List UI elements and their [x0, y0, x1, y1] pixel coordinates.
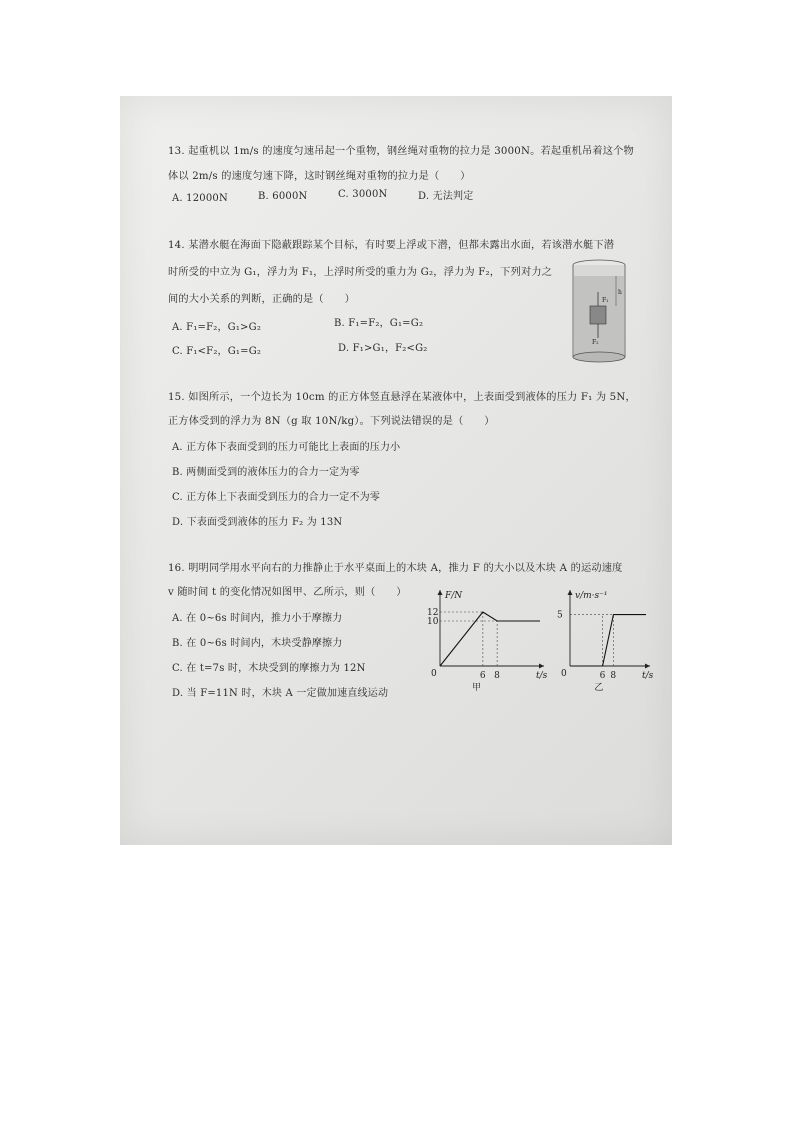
x-tick-label-6: 6	[599, 671, 606, 681]
y-axis-arrow	[568, 590, 573, 595]
chart-title: 甲	[472, 683, 482, 693]
q16-option-a: A. 在 0~6s 时间内，推力小于摩擦力	[172, 613, 343, 624]
q13-stem-line2: 体以 2m/s 的速度匀速下降，这时钢丝绳对重物的拉力是（ ）	[168, 171, 471, 182]
chart-title: 乙	[594, 683, 604, 693]
x-tick-label-6: 6	[479, 671, 486, 681]
cube	[590, 306, 606, 324]
q15-stem-line2: 正方体受到的浮力为 8N（g 取 10N/kg）。下列说法错误的是（ ）	[168, 416, 495, 427]
data-series-line	[440, 612, 540, 666]
data-series-line	[570, 615, 646, 666]
chart-yi	[557, 584, 660, 699]
q14-option-b: B. F₁=F₂，G₁=G₂	[334, 318, 424, 329]
q14-figure-container	[570, 258, 628, 366]
x-axis-arrow	[645, 664, 650, 669]
label-f1: F₁	[602, 297, 609, 304]
container-bottom	[573, 352, 625, 362]
q15-stem-line1: 15. 如图所示，一个边长为 10cm 的正方体竖直悬浮在某液体中，上表面受到液体的压力 F₁ 为 5N，	[168, 392, 636, 403]
q16-option-b: B. 在 0~6s 时间内，木块受静摩擦力	[172, 638, 343, 649]
q14-stem-line3: 间的大小关系的判断，正确的是（ ）	[168, 294, 355, 305]
y-axis-label: F/N	[445, 591, 463, 601]
label-h: h	[618, 289, 622, 296]
x-axis-label: t/s	[642, 671, 654, 681]
q13-option-d: D. 无法判定	[418, 191, 474, 202]
q16-option-c: C. 在 t=7s 时，木块受到的摩擦力为 12N	[172, 663, 366, 674]
y-tick-label-12: 12	[427, 608, 439, 618]
q15-option-a: A. 正方体下表面受到的压力可能比上表面的压力小	[172, 442, 401, 453]
chart-jia	[428, 584, 558, 699]
q16-stem-line2: v 随时间 t 的变化情况如图甲、乙所示，则（ ）	[168, 587, 407, 598]
q14-option-c: C. F₁<F₂，G₁=G₂	[172, 346, 262, 357]
q14-option-a: A. F₁=F₂，G₁>G₂	[172, 322, 262, 333]
q13-option-b: B. 6000N	[258, 191, 308, 202]
q13-stem-line1: 13. 起重机以 1m/s 的速度匀速吊起一个重物，钢丝绳对重物的拉力是 3000N。若起重机吊着这个物	[168, 146, 634, 157]
label-f2: F₂	[592, 339, 599, 346]
q15-option-c: C. 正方体上下表面受到压力的合力一定不为零	[172, 492, 381, 503]
q14-option-d: D. F₁>G₁，F₂<G₂	[338, 343, 428, 354]
q15-option-d: D. 下表面受到液体的压力 F₂ 为 13N	[172, 517, 343, 528]
y-tick-label-5: 5	[557, 610, 563, 621]
x-tick-label-8: 8	[494, 671, 500, 681]
q13-option-a: A. 12000N	[172, 193, 228, 204]
y-axis-arrow	[438, 590, 443, 595]
q14-stem-line1: 14. 某潜水艇在海面下隐蔽跟踪某个目标，有时要上浮或下潜，但都未露出水面，若该潜水艇下潜	[168, 240, 615, 251]
q16-stem-line1: 16. 明明同学用水平向右的力推静止于水平桌面上的木块 A，推力 F 的大小以及木块 A 的运动速度	[168, 563, 623, 574]
x-tick-label-8: 8	[610, 671, 617, 681]
y-axis-label: v/m·s⁻¹	[575, 591, 608, 601]
origin-label: 0	[431, 669, 437, 679]
x-axis-arrow	[539, 664, 544, 669]
exam-photo	[120, 96, 672, 845]
origin-label: 0	[561, 669, 567, 679]
x-axis-label: t/s	[536, 671, 548, 681]
q16-option-d: D. 当 F=11N 时，木块 A 一定做加速直线运动	[172, 688, 389, 699]
q13-option-c: C. 3000N	[338, 189, 388, 200]
q15-option-b: B. 两侧面受到的液体压力的合力一定为零	[172, 467, 360, 478]
q14-stem-line2: 时所受的中立为 G₁，浮力为 F₁，上浮时所受的重力为 G₂，浮力为 F₂，下列对力之	[168, 267, 553, 278]
y-tick-label-10: 10	[427, 617, 439, 627]
